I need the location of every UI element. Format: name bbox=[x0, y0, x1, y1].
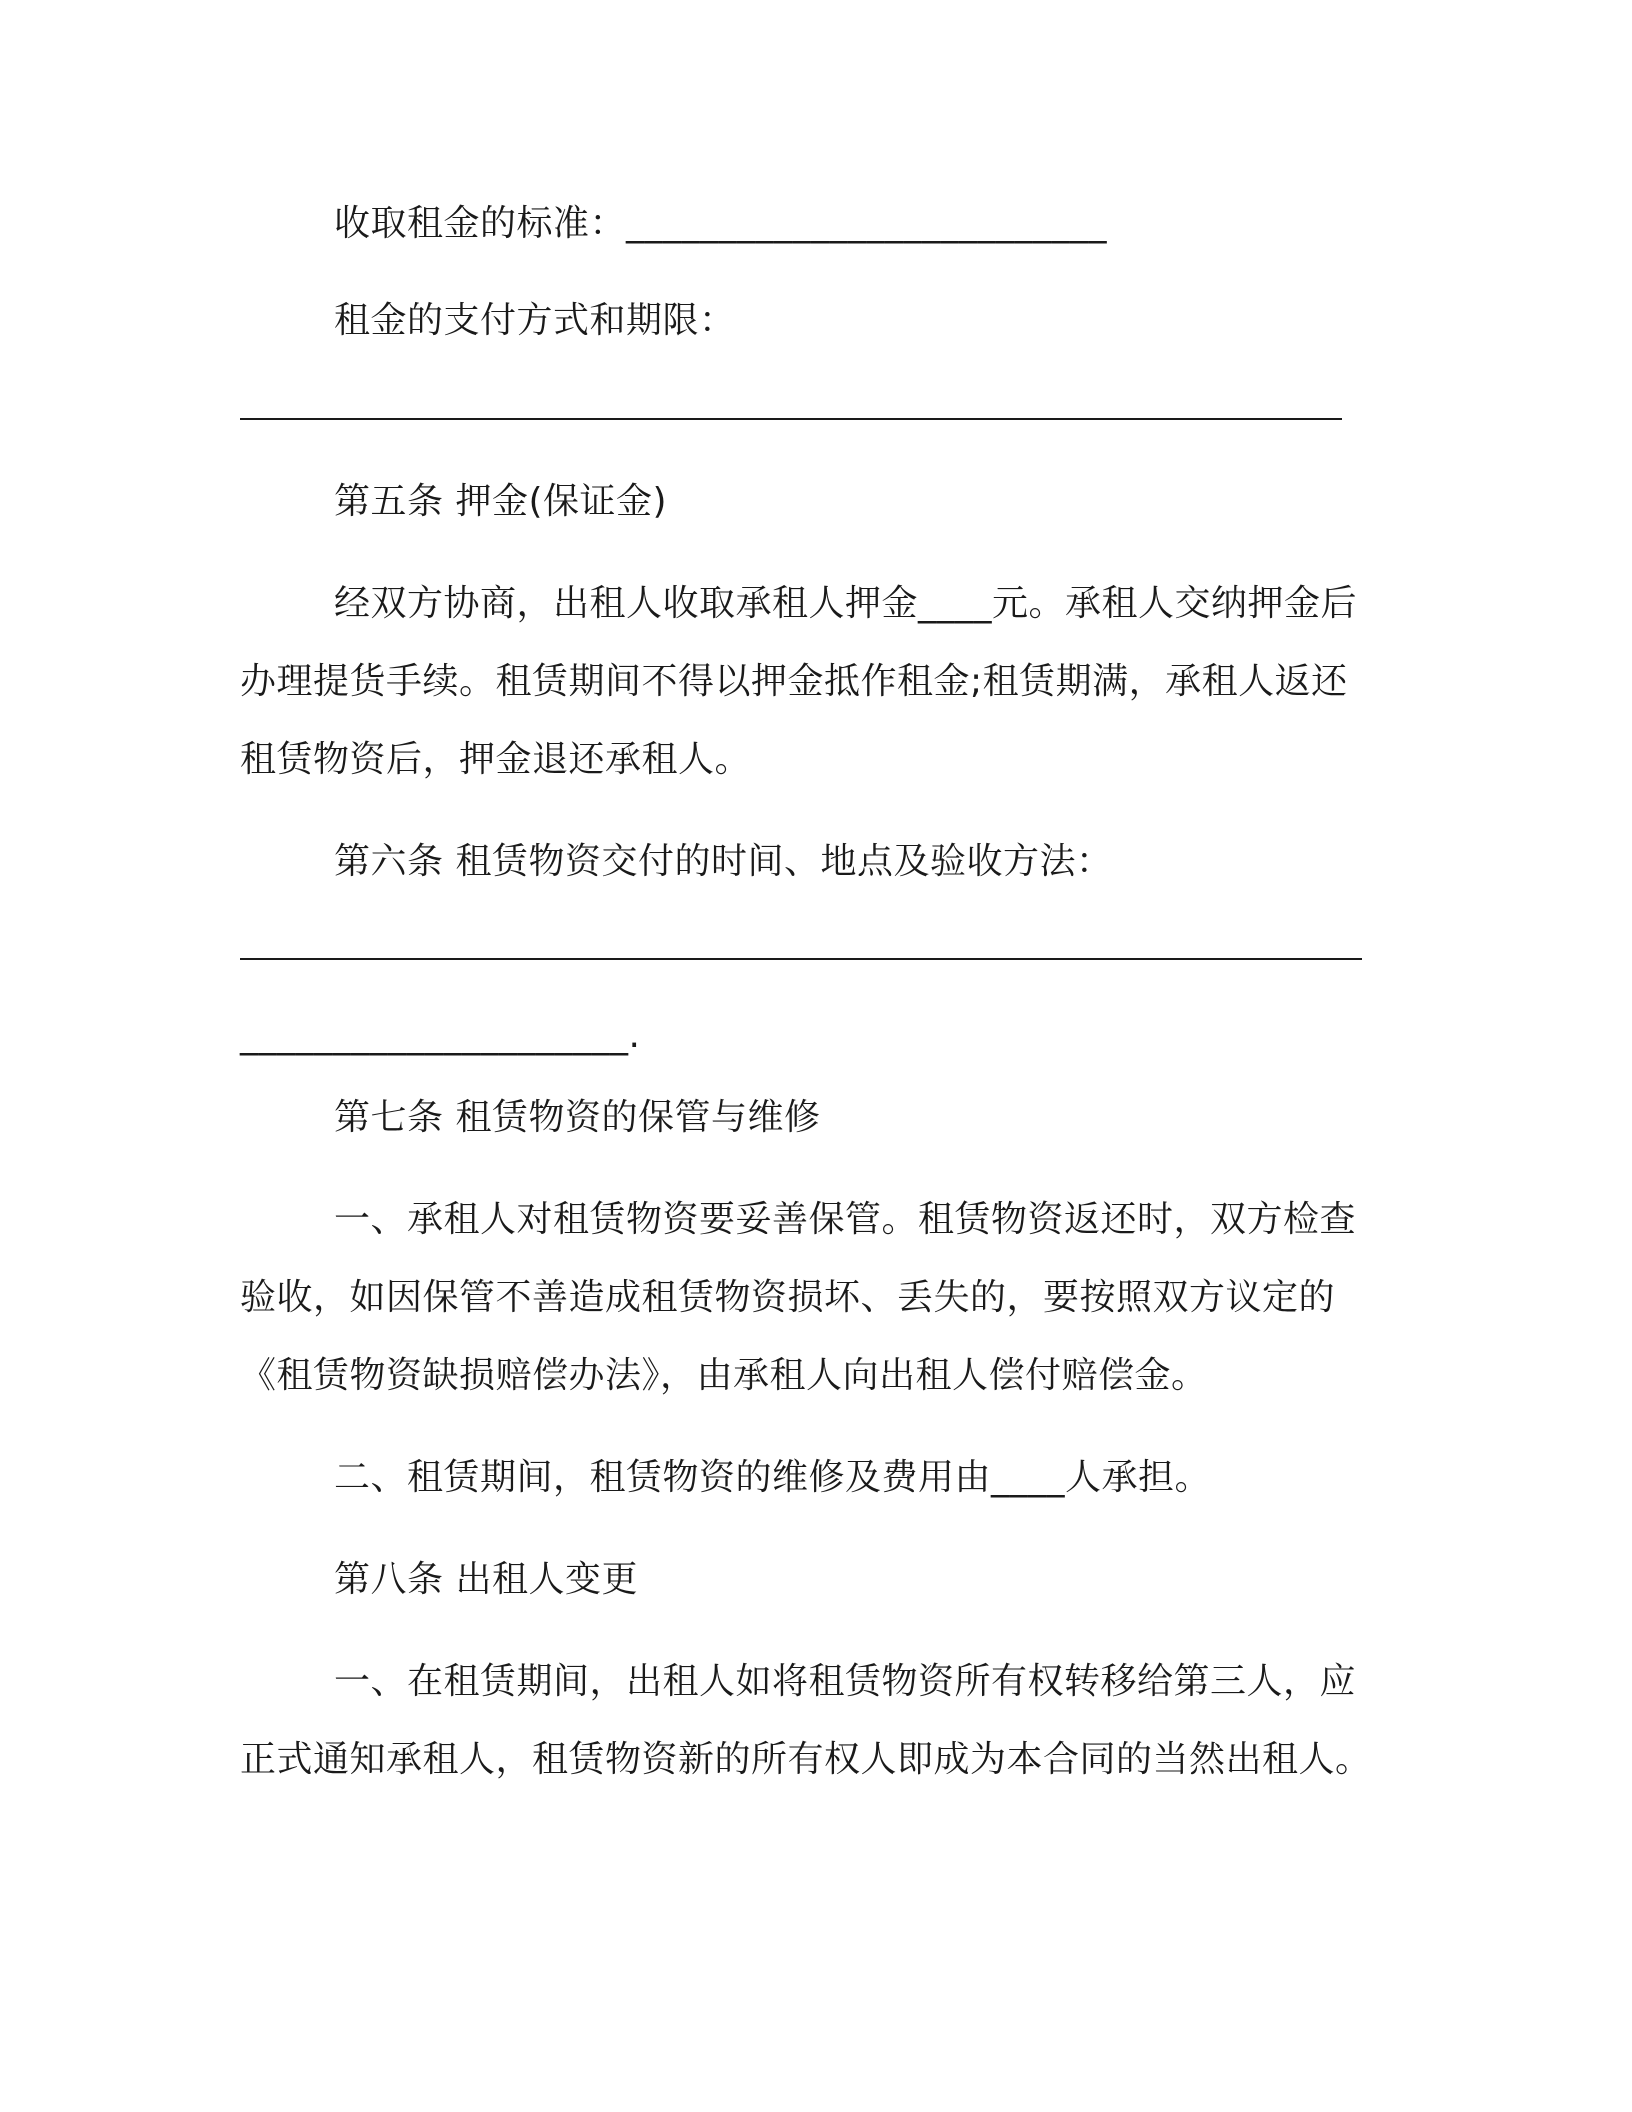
article-5-text-line-3: 租赁物资后，押金退还承租人。 bbox=[240, 739, 752, 780]
article-7-heading: 第七条 租赁物资的保管与维修 bbox=[334, 1097, 821, 1138]
article-7-item-1-line-3: 《租赁物资缺损赔偿办法》，由承租人向出租人偿付赔偿金。 bbox=[240, 1355, 1208, 1396]
article-8-heading: 第八条 出租人变更 bbox=[334, 1559, 638, 1600]
payment-method-blank bbox=[240, 418, 1342, 420]
article-7-item-1-line-2: 验收，如因保管不善造成租赁物资损坏、丢失的，要按照双方议定的 bbox=[240, 1277, 1336, 1318]
rent-standard-line: 收取租金的标准：__________________________ bbox=[334, 203, 1108, 244]
payment-method-line: 租金的支付方式和期限： bbox=[334, 300, 736, 341]
article-6-blank-2: _____________________. bbox=[240, 1015, 641, 1056]
article-5-heading: 第五条 押金(保证金) bbox=[334, 481, 668, 522]
article-6-blank-1 bbox=[240, 958, 1362, 960]
article-7-item-2: 二、租赁期间，租赁物资的维修及费用由____人承担。 bbox=[334, 1457, 1212, 1498]
article-6-heading: 第六条 租赁物资交付的时间、地点及验收方法： bbox=[334, 841, 1113, 882]
article-8-item-1-line-1: 一、在租赁期间，出租人如将租赁物资所有权转移给第三人，应 bbox=[334, 1661, 1357, 1702]
article-5-text-line-2: 办理提货手续。租赁期间不得以押金抵作租金;租赁期满，承租人返还 bbox=[240, 661, 1348, 702]
article-5-text-line-1: 经双方协商，出租人收取承租人押金____元。承租人交纳押金后 bbox=[334, 583, 1358, 624]
article-8-item-1-line-2: 正式通知承租人，租赁物资新的所有权人即成为本合同的当然出租人。 bbox=[240, 1739, 1372, 1780]
article-7-item-1-line-1: 一、承租人对租赁物资要妥善保管。租赁物资返还时，双方检查 bbox=[334, 1199, 1357, 1240]
